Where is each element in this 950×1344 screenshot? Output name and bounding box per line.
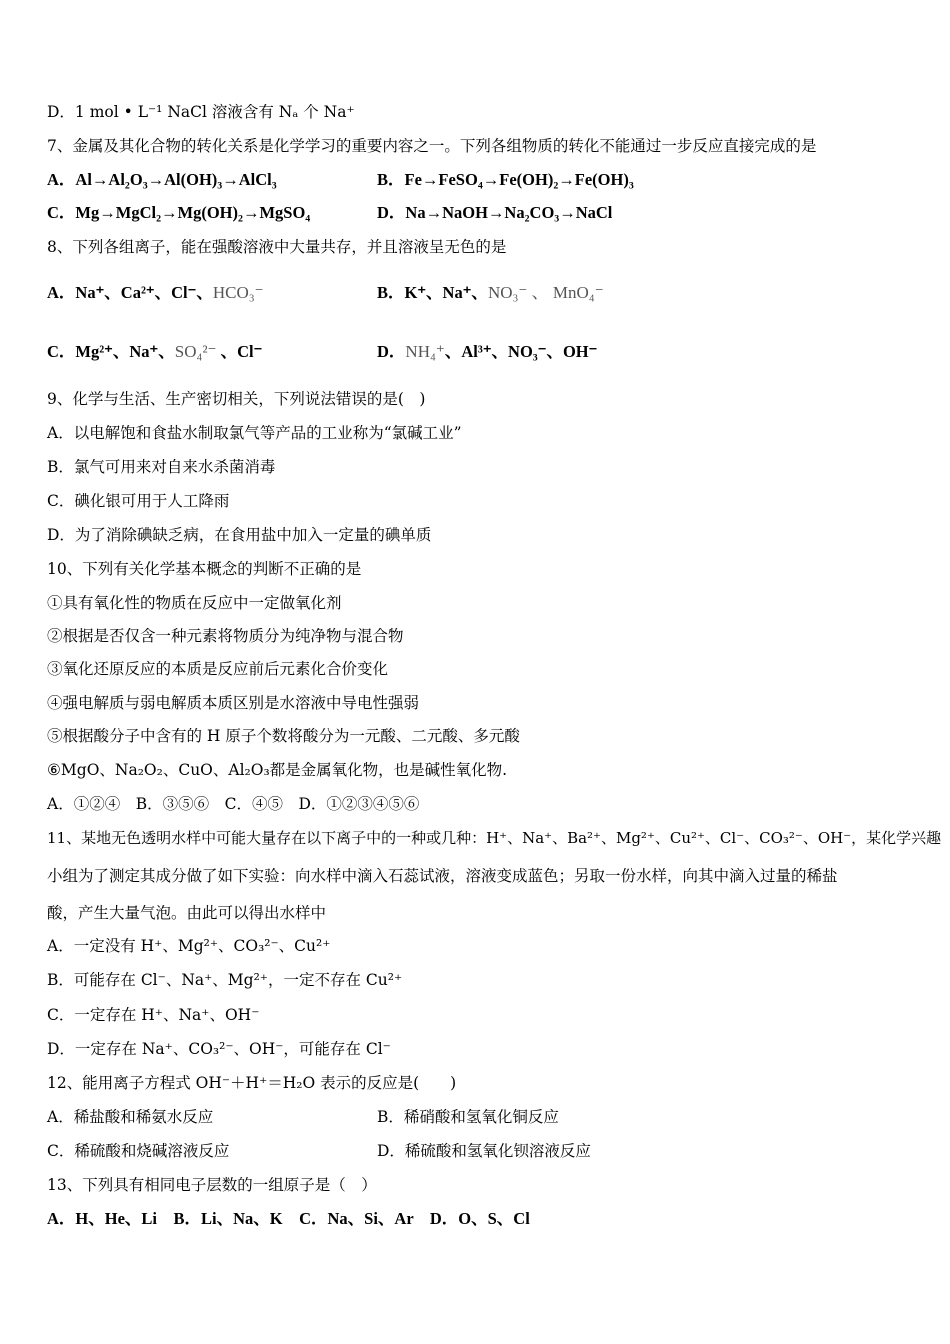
q11-stem-line-1: 11、某地无色透明水样中可能大量存在以下离子中的一种或几种：H⁺、Na⁺、Ba²⁺、Mg²⁺、Cu²⁺、Cl⁻、CO₃²⁻、OH⁻，某化学兴趣 bbox=[47, 829, 942, 847]
q7-option-a: A．Al→Al₂O₃→Al(OH)₃→AlCl₃ bbox=[47, 170, 277, 189]
q13-stem: 13、下列具有相同电子层数的一组原子是（ ） bbox=[47, 1176, 377, 1194]
q10-item-4: ④强电解质与弱电解质本质区别是水溶液中导电性强弱 bbox=[47, 694, 420, 712]
q11-option-c: C．一定存在 H⁺、Na⁺、OH⁻ bbox=[47, 1006, 260, 1024]
q7-stem: 7、金属及其化合物的转化关系是化学学习的重要内容之一。下列各组物质的转化不能通过一步反应直接完成的是 bbox=[47, 137, 817, 155]
q10-item-1: ①具有氧化性的物质在反应中一定做氧化剂 bbox=[47, 594, 342, 612]
q9-option-b: B．氯气可用来对自来水杀菌消毒 bbox=[47, 458, 276, 476]
q10-item-5: ⑤根据酸分子中含有的 H 原子个数将酸分为一元酸、二元酸、多元酸 bbox=[47, 727, 520, 745]
q8-option-a bbox=[47, 283, 264, 303]
q9-option-d: D．为了消除碘缺乏病，在食用盐中加入一定量的碘单质 bbox=[47, 526, 432, 544]
q8-b-ions: B．K⁺、Na⁺、 bbox=[377, 283, 488, 302]
q12-option-a: A．稀盐酸和稀氨水反应 bbox=[47, 1108, 214, 1126]
q8-c-ions: C．Mg²⁺、Na⁺、 bbox=[47, 342, 175, 361]
q12-stem: 12、能用离子方程式 OH⁻＋H⁺＝H₂O 表示的反应是( ) bbox=[47, 1074, 457, 1092]
q6-option-d: D．1 mol • L⁻¹ NaCl 溶液含有 Nₐ 个 Na⁺ bbox=[47, 103, 355, 121]
q7-option-b: B．Fe→FeSO₄→Fe(OH)₂→Fe(OH)₃ bbox=[377, 170, 634, 189]
q10-options: A．①②④ B．③⑤⑥ C．④⑤ D．①②③④⑤⑥ bbox=[47, 795, 420, 813]
q8-option-d bbox=[377, 342, 597, 362]
q8-d-ions: D． bbox=[377, 342, 406, 361]
q11-option-a: A．一定没有 H⁺、Mg²⁺、CO₃²⁻、Cu²⁺ bbox=[47, 937, 331, 955]
q12-option-b: B．稀硝酸和氢氧化铜反应 bbox=[377, 1108, 559, 1126]
q9-stem: 9、化学与生活、生产密切相关，下列说法错误的是( ) bbox=[47, 390, 426, 408]
q10-stem: 10、下列有关化学基本概念的判断不正确的是 bbox=[47, 560, 362, 578]
q8-stem: 8、下列各组离子，能在强酸溶液中大量共存，并且溶液呈无色的是 bbox=[47, 238, 507, 256]
q11-stem-line-2: 小组为了测定其成分做了如下实验：向水样中滴入石蕊试液，溶液变成蓝色；另取一份水样，向其中滴入过量的稀盐 bbox=[47, 867, 838, 885]
q9-option-a: A．以电解饱和食盐水制取氯气等产品的工业称为“氯碱工业” bbox=[47, 424, 462, 442]
q7-option-c: C．Mg→MgCl₂→Mg(OH)₂→MgSO₄ bbox=[47, 203, 311, 222]
q8-c-formula: SO₄²⁻ bbox=[174, 342, 217, 361]
q8-d-tail: 、Al³⁺、NO₃⁻、OH⁻ bbox=[444, 342, 598, 361]
q11-option-d: D．一定存在 Na⁺、CO₃²⁻、OH⁻，可能存在 Cl⁻ bbox=[47, 1040, 391, 1058]
q8-option-c bbox=[47, 342, 262, 362]
q8-option-b bbox=[377, 283, 604, 303]
q12-option-d: D．稀硫酸和氢氧化钡溶液反应 bbox=[377, 1142, 591, 1160]
q12-option-c: C．稀硫酸和烧碱溶液反应 bbox=[47, 1142, 230, 1160]
q8-b-formula: NO₃⁻ 、 MnO₄⁻ bbox=[487, 283, 604, 302]
q11-option-b: B．可能存在 Cl⁻、Na⁺、Mg²⁺，一定不存在 Cu²⁺ bbox=[47, 971, 403, 989]
q13-options: A．H、He、Li B．Li、Na、K C．Na、Si、Ar D．O、S、Cl bbox=[47, 1209, 530, 1228]
q8-a-formula: HCO₃⁻ bbox=[212, 283, 264, 302]
q10-item-3: ③氧化还原反应的本质是反应前后元素化合价变化 bbox=[47, 660, 389, 678]
q8-c-tail: 、Cl⁻ bbox=[216, 342, 263, 361]
q9-option-c: C．碘化银可用于人工降雨 bbox=[47, 492, 230, 510]
q10-item-6: ⑥MgO、Na₂O₂、CuO、Al₂O₃都是金属氧化物，也是碱性氧化物. bbox=[47, 761, 508, 779]
q7-option-d: D．Na→NaOH→Na₂CO₃→NaCl bbox=[377, 203, 613, 222]
q11-stem-line-3: 酸，产生大量气泡。由此可以得出水样中 bbox=[47, 904, 327, 922]
q10-item-2: ②根据是否仅含一种元素将物质分为纯净物与混合物 bbox=[47, 627, 404, 645]
q8-a-ions: A．Na⁺、Ca²⁺、Cl⁻、 bbox=[47, 283, 213, 302]
q8-d-formula: NH₄⁺ bbox=[405, 342, 445, 361]
